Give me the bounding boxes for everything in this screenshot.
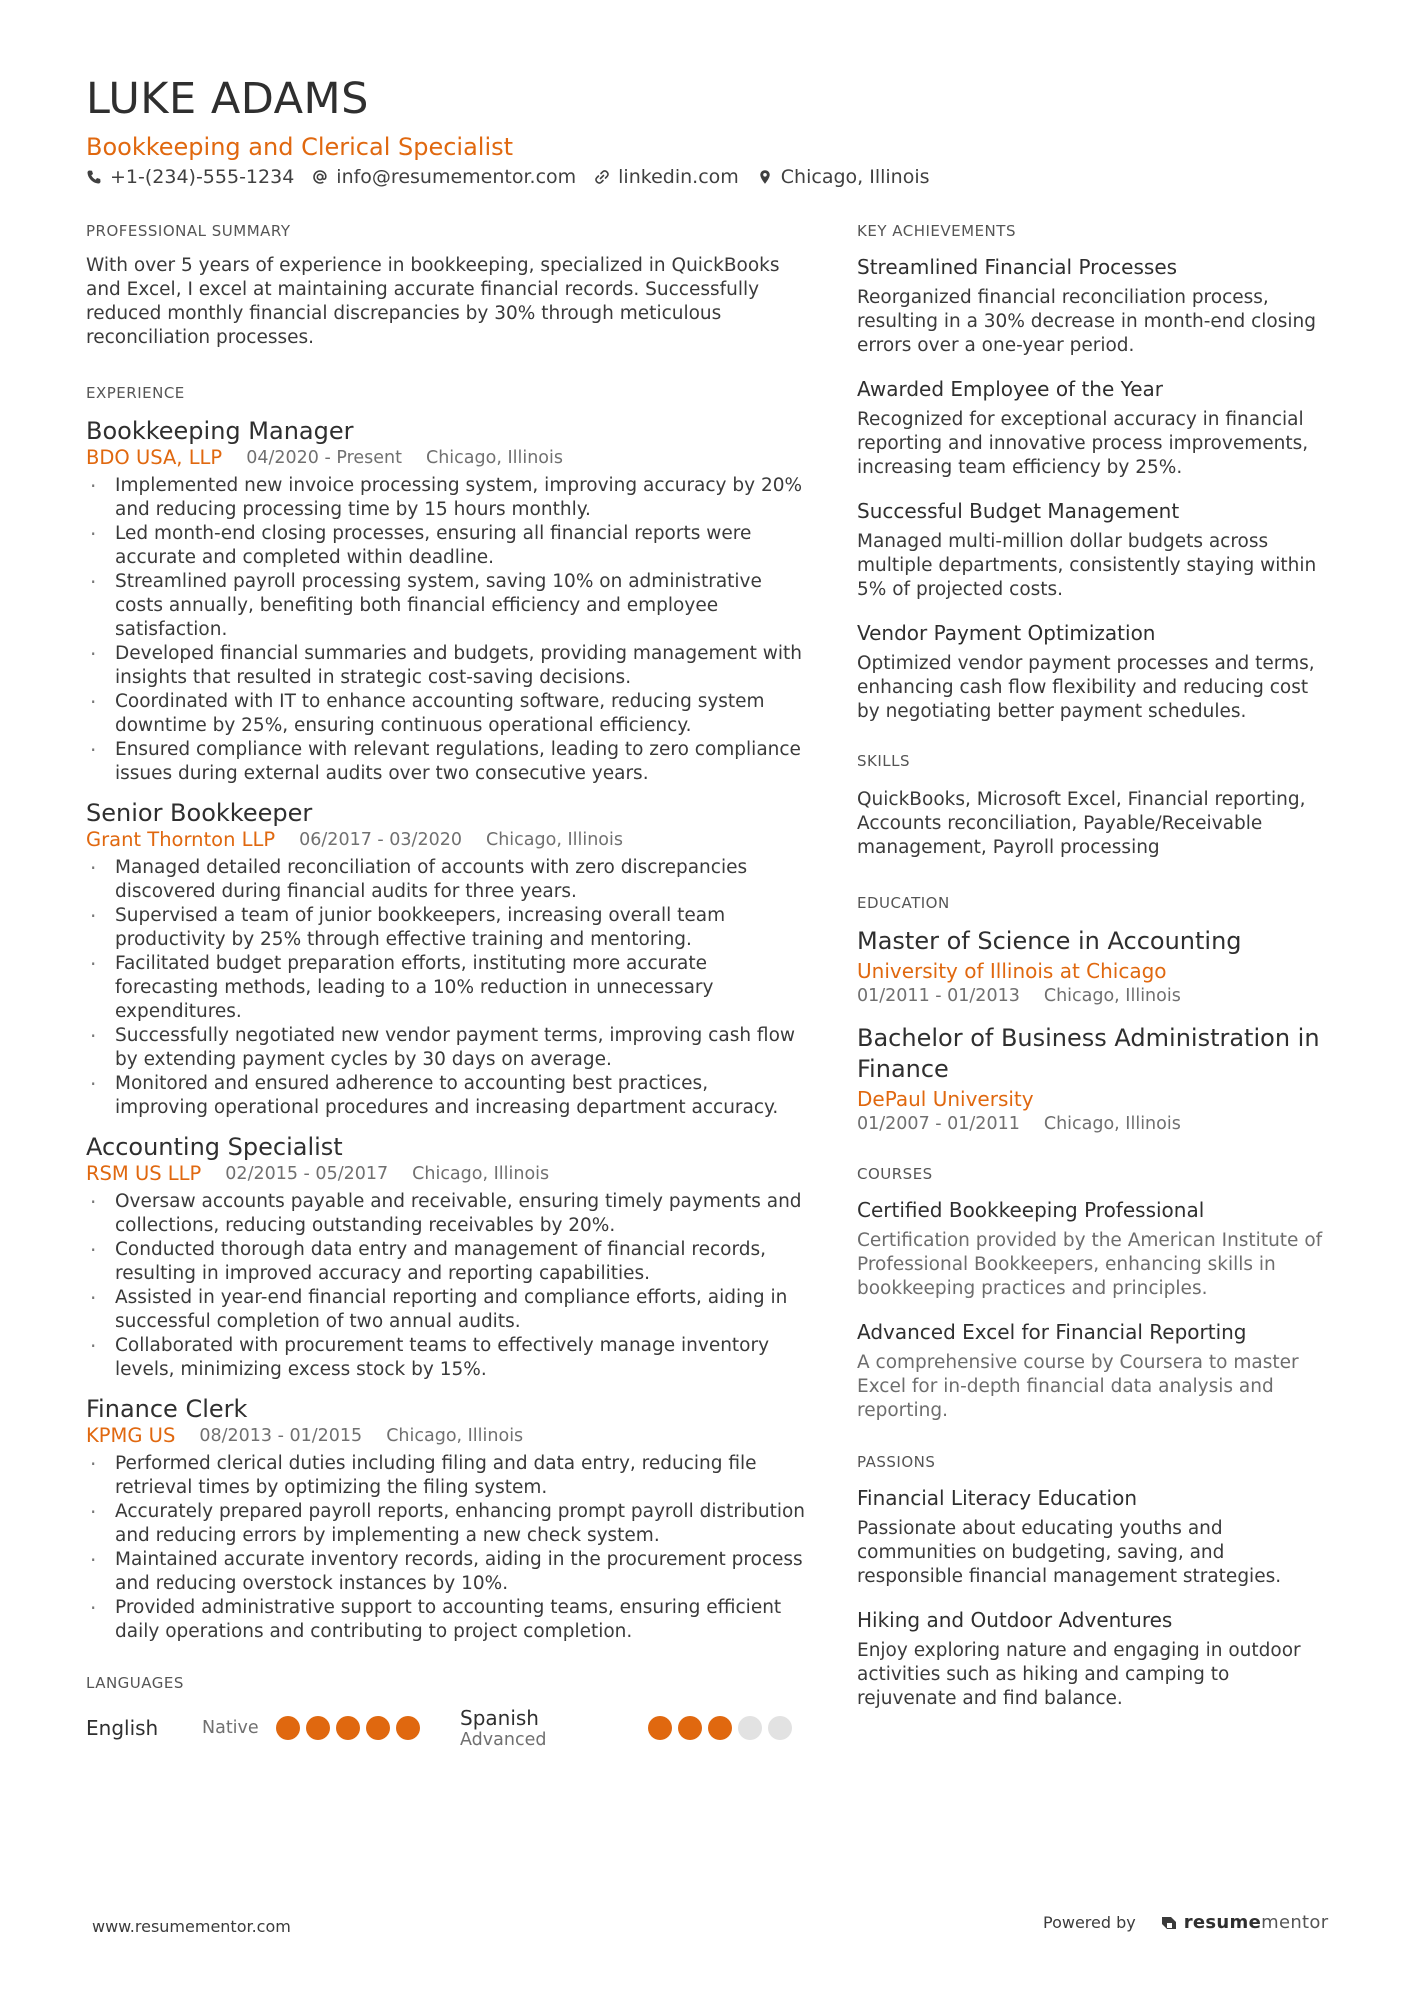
passions-heading: PASSIONS bbox=[857, 1453, 936, 1471]
job-dates: 06/2017 - 03/2020 bbox=[299, 830, 462, 850]
education-school: DePaul University bbox=[857, 1087, 1034, 1111]
language-rating bbox=[648, 1716, 792, 1740]
education-item bbox=[857, 1023, 1332, 1135]
skills-section bbox=[857, 752, 1332, 860]
achievement-title: Vendor Payment Optimization bbox=[857, 621, 1156, 645]
job-bullet: · Conducted thorough data entry and management of financial records, resulting in improved accuracy and reporting capabilities. bbox=[86, 1238, 806, 1286]
job-position: Finance Clerk bbox=[86, 1395, 248, 1423]
location-pin-icon bbox=[757, 169, 773, 185]
rating-dot-filled bbox=[708, 1716, 732, 1740]
job-bullet: · Maintained accurate inventory records, aiding in the procurement process and reducing overstock instances by 10%. bbox=[86, 1548, 806, 1596]
job-title: Bookkeeping and Clerical Specialist bbox=[86, 133, 514, 161]
job-bullet: · Successfully negotiated new vendor payment terms, improving cash flow by extending payment cycles by 30 days on average. bbox=[86, 1024, 806, 1072]
course-text: Certification provided by the American Institute of Professional Bookkeepers, enhancing skills in bookkeeping practices and principles. bbox=[857, 1230, 1323, 1299]
location-text: Chicago, Illinois bbox=[780, 166, 930, 188]
education-meta bbox=[857, 1113, 1332, 1135]
job-bullet: · Monitored and ensured adherence to accounting best practices, improving operational procedures and increasing department accuracy. bbox=[86, 1072, 806, 1120]
course-text: A comprehensive course by Coursera to master Excel for in-depth financial data analysis and reporting. bbox=[857, 1352, 1299, 1421]
education-section bbox=[857, 894, 1332, 1135]
achievement-text: Recognized for exceptional accuracy in financial reporting and innovative process improvements, increasing team efficiency by 25%. bbox=[857, 409, 1309, 478]
link-icon bbox=[594, 169, 610, 185]
contact-phone bbox=[86, 166, 294, 188]
job-location: Chicago, Illinois bbox=[485, 830, 623, 850]
passion-item bbox=[857, 1485, 1332, 1589]
footer-powered-by bbox=[1043, 1912, 1328, 1933]
course-title: Advanced Excel for Financial Reporting bbox=[857, 1320, 1247, 1344]
passion-text: Passionate about educating youths and communities on budgeting, saving, and responsible financial management strategies. bbox=[857, 1518, 1282, 1587]
rating-dot-filled bbox=[648, 1716, 672, 1740]
language-spanish bbox=[460, 1706, 648, 1750]
contact-bar bbox=[86, 166, 930, 188]
job-bullets bbox=[86, 856, 806, 1120]
job-bullets bbox=[86, 1452, 806, 1644]
achievements-section bbox=[857, 222, 1332, 724]
resumementor-logo[interactable] bbox=[1160, 1912, 1329, 1933]
contact-linkedin[interactable] bbox=[594, 166, 739, 188]
right-column bbox=[857, 222, 1332, 1745]
achievement-item bbox=[857, 254, 1332, 358]
summary-heading: PROFESSIONAL SUMMARY bbox=[86, 222, 291, 240]
job-position: Senior Bookkeeper bbox=[86, 799, 313, 827]
job-meta bbox=[86, 1162, 806, 1186]
job-bullet: · Streamlined payroll processing system, saving 10% on administrative costs annually, benefiting both financial efficiency and employee satisfaction. bbox=[86, 570, 806, 642]
job-bullet: · Assisted in year-end financial reporting and compliance efforts, aiding in successful completion of two annual audits. bbox=[86, 1286, 806, 1334]
job-bullet: · Developed financial summaries and budgets, providing management with insights that resulted in strategic cost-saving decisions. bbox=[86, 642, 806, 690]
achievements-heading: KEY ACHIEVEMENTS bbox=[857, 222, 1016, 240]
education-dates: 01/2011 - 01/2013 bbox=[857, 986, 1020, 1006]
job-location: Chicago, Illinois bbox=[412, 1164, 550, 1184]
phone-text: +1-(234)-555-1234 bbox=[110, 166, 295, 188]
job-bullet: · Oversaw accounts payable and receivable, ensuring timely payments and collections, reducing outstanding receivables by 20%. bbox=[86, 1190, 806, 1238]
job-meta bbox=[86, 1424, 806, 1448]
job-position: Accounting Specialist bbox=[86, 1133, 343, 1161]
languages-section bbox=[86, 1674, 806, 1750]
job-location: Chicago, Illinois bbox=[426, 448, 563, 468]
job-bullet: · Performed clerical duties including filing and data entry, reducing file retrieval times by optimizing the filing system. bbox=[86, 1452, 806, 1500]
rating-dot-empty bbox=[768, 1716, 792, 1740]
education-school: University of Illinois at Chicago bbox=[857, 959, 1167, 983]
job-bullet: · Accurately prepared payroll reports, enhancing prompt payroll distribution and reducing errors by implementing a new check system. bbox=[86, 1500, 806, 1548]
achievement-item bbox=[857, 620, 1332, 724]
rating-dot-filled bbox=[276, 1716, 300, 1740]
phone-icon bbox=[86, 169, 102, 185]
job-bullet: · Supervised a team of junior bookkeepers, increasing overall team productivity by 25% through effective training and mentoring. bbox=[86, 904, 806, 952]
language-level: Advanced bbox=[460, 1730, 547, 1750]
course-item bbox=[857, 1319, 1332, 1423]
job-position: Bookkeeping Manager bbox=[86, 417, 354, 445]
course-item bbox=[857, 1197, 1332, 1301]
achievement-title: Streamlined Financial Processes bbox=[857, 255, 1178, 279]
language-rating bbox=[276, 1716, 420, 1740]
brand-bold: resume bbox=[1183, 1912, 1262, 1933]
language-name: English bbox=[86, 1716, 159, 1740]
summary-text: With over 5 years of experience in bookkeeping, specialized in QuickBooks and Excel, I excel at maintaining accurate financial records. Successfully reduced monthly financial discrepancies by 30% through meticulous reconciliation processes. bbox=[86, 255, 780, 348]
job-bullet: · Implemented new invoice processing system, improving accuracy by 20% and reducing processing time by 15 hours monthly. bbox=[86, 474, 806, 522]
achievement-title: Successful Budget Management bbox=[857, 499, 1180, 523]
languages-row bbox=[86, 1706, 806, 1750]
linkedin-text: linkedin.com bbox=[618, 166, 739, 188]
job-bullets bbox=[86, 1190, 806, 1382]
brand-light: mentor bbox=[1261, 1912, 1329, 1933]
passion-text: Enjoy exploring nature and engaging in outdoor activities such as hiking and camping to rejuvenate and find balance. bbox=[857, 1640, 1301, 1709]
achievement-text: Reorganized financial reconciliation process, resulting in a 30% decrease in month-end closing errors over a one-year period. bbox=[857, 287, 1316, 356]
rating-dot-filled bbox=[336, 1716, 360, 1740]
job-meta bbox=[86, 828, 806, 852]
powered-by-text: Powered by bbox=[1043, 1913, 1136, 1932]
job-dates: 02/2015 - 05/2017 bbox=[225, 1164, 389, 1184]
job-meta bbox=[86, 446, 806, 470]
summary-section bbox=[86, 222, 806, 350]
left-column bbox=[86, 222, 806, 1784]
education-degree: Master of Science in Accounting bbox=[857, 927, 1242, 955]
skills-text: QuickBooks, Microsoft Excel, Financial reporting, Accounts reconciliation, Payable/Receivable management, Payroll processing bbox=[857, 789, 1306, 858]
job-entry bbox=[86, 416, 806, 786]
candidate-name: LUKE ADAMS bbox=[86, 74, 369, 124]
job-dates: 04/2020 - Present bbox=[246, 448, 402, 468]
education-degree: Bachelor of Business Administration in Finance bbox=[857, 1024, 1320, 1083]
passion-item bbox=[857, 1607, 1332, 1711]
resumementor-logo-icon bbox=[1160, 1914, 1178, 1932]
contact-location bbox=[757, 166, 930, 188]
passions-section bbox=[857, 1453, 1332, 1711]
achievement-item bbox=[857, 376, 1332, 480]
languages-heading: LANGUAGES bbox=[86, 1674, 184, 1692]
job-bullet: · Facilitated budget preparation efforts, instituting more accurate forecasting methods, leading to a 10% reduction in unnecessary expenditures. bbox=[86, 952, 806, 1024]
rating-dot-filled bbox=[396, 1716, 420, 1740]
job-entry bbox=[86, 798, 806, 1120]
job-bullet: · Coordinated with IT to enhance accounting software, reducing system downtime by 25%, ensuring continuous operational efficiency. bbox=[86, 690, 806, 738]
job-company: BDO USA, LLP bbox=[86, 446, 223, 469]
job-company: KPMG US bbox=[86, 1424, 176, 1447]
achievement-text: Managed multi-million dollar budgets across multiple departments, consistently staying within 5% of projected costs. bbox=[857, 531, 1317, 600]
experience-section bbox=[86, 384, 806, 1644]
experience-heading: EXPERIENCE bbox=[86, 384, 185, 402]
job-bullet: · Provided administrative support to accounting teams, ensuring efficient daily operations and contributing to project completion. bbox=[86, 1596, 806, 1644]
rating-dot-filled bbox=[678, 1716, 702, 1740]
rating-dot-empty bbox=[738, 1716, 762, 1740]
job-bullets bbox=[86, 474, 806, 786]
job-entry bbox=[86, 1132, 806, 1382]
education-dates: 01/2007 - 01/2011 bbox=[857, 1114, 1020, 1134]
skills-heading: SKILLS bbox=[857, 752, 911, 770]
job-bullet: · Led month-end closing processes, ensuring all financial reports were accurate and completed within deadline. bbox=[86, 522, 806, 570]
job-bullet: · Managed detailed reconciliation of accounts with zero discrepancies discovered during financial audits for three years. bbox=[86, 856, 806, 904]
rating-dot-filled bbox=[366, 1716, 390, 1740]
passion-title: Financial Literacy Education bbox=[857, 1486, 1138, 1510]
education-location: Chicago, Illinois bbox=[1043, 986, 1181, 1006]
education-heading: EDUCATION bbox=[857, 894, 950, 912]
courses-heading: COURSES bbox=[857, 1165, 933, 1183]
education-item bbox=[857, 926, 1332, 1007]
job-dates: 08/2013 - 01/2015 bbox=[199, 1426, 363, 1446]
passion-title: Hiking and Outdoor Adventures bbox=[857, 1608, 1173, 1632]
job-company: Grant Thornton LLP bbox=[86, 828, 276, 851]
rating-dot-filled bbox=[306, 1716, 330, 1740]
courses-section bbox=[857, 1165, 1332, 1423]
achievement-item bbox=[857, 498, 1332, 602]
job-company: RSM US LLP bbox=[86, 1162, 202, 1185]
email-text: info@resumementor.com bbox=[336, 166, 577, 188]
education-meta bbox=[857, 985, 1332, 1007]
job-entry bbox=[86, 1394, 806, 1644]
at-icon bbox=[312, 169, 328, 185]
achievement-title: Awarded Employee of the Year bbox=[857, 377, 1163, 401]
job-bullet: · Collaborated with procurement teams to effectively manage inventory levels, minimizing excess stock by 15%. bbox=[86, 1334, 806, 1382]
job-location: Chicago, Illinois bbox=[386, 1426, 524, 1446]
course-title: Certified Bookkeeping Professional bbox=[857, 1198, 1205, 1222]
footer-website[interactable]: www.resumementor.com bbox=[92, 1917, 291, 1936]
language-level: Native bbox=[202, 1718, 259, 1738]
achievement-text: Optimized vendor payment processes and terms, enhancing cash flow flexibility and reducing cost by negotiating better payment schedules. bbox=[857, 653, 1315, 722]
language-english bbox=[86, 1716, 202, 1740]
contact-email[interactable] bbox=[312, 166, 576, 188]
language-name: Spanish bbox=[460, 1706, 539, 1730]
job-bullet: · Ensured compliance with relevant regulations, leading to zero compliance issues during external audits over two consecutive years. bbox=[86, 738, 806, 786]
education-location: Chicago, Illinois bbox=[1043, 1114, 1181, 1134]
